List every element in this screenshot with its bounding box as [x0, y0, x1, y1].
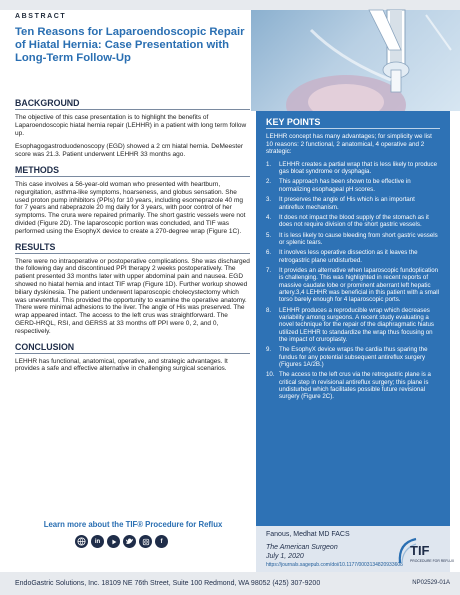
logo-word: TIF [410, 543, 430, 558]
publication-date: July 1, 2020 [266, 553, 304, 560]
key-point-item: 3. It preserves the angle of His which is an important antireflux mechanism. [266, 196, 415, 211]
key-point-item: 4. It does not impact the blood supply of the stomach as it does not require division of the short gastric vessels. [266, 213, 429, 229]
section-heading: CONCLUSION [15, 341, 75, 352]
linkedin-icon[interactable]: in [91, 535, 104, 548]
facebook-icon[interactable]: f [155, 535, 168, 548]
section-divider [15, 109, 250, 110]
key-points-panel [256, 111, 450, 526]
logo-subtitle: PROCEDURE FOR REFLUX [410, 559, 455, 563]
paragraph: This case involves a 56-year-old woman who presented with heartburn, regurgitation, asthma-like symptoms, hoarseness, and globus sensation. She used proton pump inhibitors (PPIs) for 10 years, including esomeprazole 40 mg for 7 years and rabeprazole 20 mg daily for 3 years, with poor control of her symptoms. The crura were repaired primarily. The short gastric vessels were not divided (Figure 2D). The laparoscopic portion was concluded, and TIF was performed using the EsophyX device to create a 270-degree wrap (Figure 1C). [15, 180, 246, 235]
key-points-list [266, 161, 440, 401]
key-point-item: 2. This approach has been shown to be effective in normalizing esophageal pH scores. [266, 178, 411, 193]
section-heading: RESULTS [15, 241, 56, 252]
twitter-icon[interactable] [123, 535, 136, 548]
paragraph: There were no intraoperative or postoperative complications. She was discharged the following day and discontinued PPI therapy 2 weeks postoperatively. The patient presented 33 months later with upper abdominal pain and nausea. EGD showed no hiatal hernia and intact TIF wrap (Figure 1D). Further workup showed biliary dyskinesia. The patient underwent laparoscopic cholecystectomy which was uneventful. This provided the opportunity to examine the operative anatomy. There were minimal adhesions to the liver. The angle of His was preserved. The wrap appeared intact. The access to the left crus was straightforward. The GERD-HRQL, RSI, and GERSS at 33 months off PPI were 0, 2, and 0, respectively. [15, 257, 250, 335]
surgical-device-illustration [251, 10, 460, 111]
doi-link[interactable]: https://journals.sagepub.com/doi/10.1177/0003134820933608 [266, 562, 403, 568]
title-line: Ten Reasons for Laparoendoscopic Repair [15, 26, 245, 38]
section-background [15, 98, 250, 159]
abstract-body [15, 98, 250, 379]
key-point-item: 5. It is less likely to cause bleeding from short gastric vessels or splenic tears. [266, 231, 438, 246]
youtube-icon[interactable] [107, 535, 120, 548]
author-name: Fanous, Medhat MD FACS [266, 531, 350, 538]
tif-logo [394, 533, 455, 569]
learn-more-link[interactable]: Learn more about the TIF® Procedure for Reflux [43, 520, 223, 529]
document-code: NP02529-01A [412, 580, 450, 586]
section-divider [15, 176, 250, 177]
paragraph: The objective of this case presentation is to highlight the benefits of Laparoendoscopic hiatal hernia repair (LEHHR) in a patient with long term follow up. [15, 114, 247, 137]
paragraph: Esophagogastroduodenoscopy (EGD) showed a 2 cm hiatal hernia. DeMeester score was 21.3. Patient underwent LEHHR 33 months ago. [15, 143, 243, 159]
key-points-title: KEY POINTS [266, 117, 321, 127]
globe-icon[interactable] [75, 535, 88, 548]
footer [0, 572, 460, 595]
key-point-item: 8. LEHHR produces a reproducible wrap which decreases variability among surgeons. A recent study evaluating a novel technique for the repair of the diaphragmatic hiatus utilized LEHHR to standardize the wrap thus focusing on the impact of cruroplasty. [266, 306, 434, 343]
journal-name: The American Surgeon [266, 544, 338, 551]
paragraph: LEHHR has functional, anatomical, operative, and strategic advantages. It provides a safe and effective alternative in challenging surgical scenarios. [15, 357, 228, 373]
key-point-item: 6. It involves less operative dissection as it leaves the retrogastric plane undisturbed. [266, 249, 418, 264]
key-points-divider [266, 128, 440, 129]
section-divider [15, 253, 250, 254]
section-results [15, 242, 250, 336]
instagram-icon[interactable] [139, 535, 152, 548]
key-point-item: 9. The EsophyX device wraps the cardia thus sparing the fundus for any potential subsequent antireflux surgery (Figures 1A/2B.) [266, 346, 428, 369]
hero-image-surgical-device [251, 10, 460, 111]
abstract-label: ABSTRACT [15, 13, 67, 20]
title-line: Long-Term Follow-Up [15, 52, 131, 65]
section-methods [15, 165, 250, 236]
page-title [15, 26, 245, 66]
section-divider [15, 353, 250, 354]
key-point-item: 7. It provides an alternative when laparoscopic fundoplication is challenging. This was highlighted in recent reports of massive caudate lobe or prominent aberrant left hepatic artery.3,4 LEHHR was beneficial in this patient with a small torso barely enough for 4 laparoscopic ports. [266, 266, 439, 304]
key-point-item: 1. LEHHR creates a partial wrap that is less likely to produce gas bloat syndrome or dysphagia. [266, 160, 438, 176]
title-line: of Hiatal Hernia: Case Presentation with [15, 39, 230, 52]
key-points-intro: LEHHR concept has many advantages; for simplicity we list 10 reasons: 2 functional, 2 anatomical, 4 operative and 2 strategic: [266, 133, 432, 156]
company-address: EndoGastric Solutions, Inc. 18109 NE 76th Street, Suite 100 Redmond, WA 98052 (425) 307-9200 [15, 580, 321, 587]
key-point-item: 10. The access to the left crus via the retrogastric plane is a critical step in revisional antireflux surgery; this plane is undisturbed which facilitates possible future revisional surgery (Figure 2C). [266, 371, 431, 401]
citation-box [256, 526, 455, 572]
top-band [0, 0, 460, 10]
section-heading: METHODS [15, 164, 59, 175]
section-conclusion [15, 342, 250, 374]
section-heading: BACKGROUND [15, 98, 80, 108]
social-icons-row [75, 535, 168, 548]
